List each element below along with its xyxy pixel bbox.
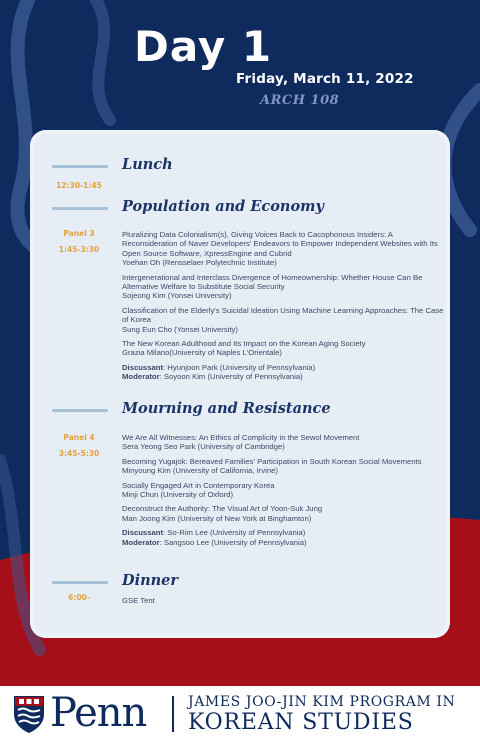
talk-item <box>122 433 444 452</box>
dinner-location: GSE Tent <box>122 596 155 605</box>
moderator <box>122 538 444 547</box>
penn-shield-icon <box>12 694 46 734</box>
event-date: Friday, March 11, 2022 <box>236 71 414 87</box>
talk-item <box>122 273 444 301</box>
talk-title: Deconstruct the Authority: The Visual Art of Yoon-Suk Jung <box>122 504 323 514</box>
talk-title: Pluralizing Data Colonialism(s), Giving Voices Back to Cacophonous Insiders: A Reconsideration of Naver Developers' Endeavors to Empower Independent Websites with Its Open Source Software, XpressEngine and Cubrid <box>122 230 438 258</box>
talk-list <box>122 230 444 387</box>
section-divider <box>52 207 108 210</box>
program-name-line1: JAMES JOO-JIN KIM PROGRAM IN <box>188 694 456 710</box>
talk-title: Becoming Yugajok: Bereaved Families' Participation in South Korean Social Movements <box>122 456 422 466</box>
moderator-label: Moderator <box>122 372 160 382</box>
penn-logo: Penn <box>50 690 147 736</box>
section-time: 3:45-5:30 <box>58 449 100 458</box>
talk-author: Sung Eun Cho (Yonsei University) <box>122 324 238 334</box>
section-divider <box>52 409 108 412</box>
talk-list <box>122 433 444 552</box>
header <box>0 0 480 130</box>
talk-author: Sojeong Kim (Yonsei University) <box>122 291 232 301</box>
room-label: ARCH 108 <box>260 93 340 108</box>
talk-title: Socially Engaged Art in Contemporary Korea <box>122 480 275 490</box>
moderator-name: : Soyoon Kim (University of Pennsylvania) <box>159 372 303 382</box>
talk-author: Man Joong Kim (University of New York at Binghamton) <box>122 513 312 523</box>
section-time: 12:30-1:45 <box>56 181 102 190</box>
talk-title: Classification of the Elderly's Suicidal Ideation Using Machine Learning Approaches: The Case of Korea <box>122 305 444 325</box>
talk-item <box>122 481 444 500</box>
section-title: Lunch <box>122 156 173 173</box>
section-title: Dinner <box>122 572 179 589</box>
discussant <box>122 528 444 537</box>
talk-item <box>122 306 444 334</box>
program-name-line2: KOREAN STUDIES <box>188 710 414 735</box>
schedule-card <box>30 130 450 638</box>
talk-item <box>122 230 444 268</box>
day-title: Day 1 <box>134 22 273 71</box>
footer <box>0 686 480 742</box>
section-time: 6:00- <box>68 593 90 602</box>
moderator-name: : Sangsoo Lee (University of Pennsylvania) <box>159 537 307 547</box>
discussant-label: Discussant <box>122 528 164 538</box>
section-divider <box>52 165 108 168</box>
section-divider <box>52 581 108 584</box>
moderator-label: Moderator <box>122 537 160 547</box>
section-time: 1:45-3:30 <box>58 245 100 254</box>
section-title: Mourning and Resistance <box>122 400 331 417</box>
talk-title: The New Korean Adulthood and Its Impact on the Korean Aging Society <box>122 339 366 349</box>
discussant <box>122 363 444 372</box>
talk-item <box>122 457 444 476</box>
panel-label: Panel 3 <box>63 229 95 238</box>
talk-item <box>122 339 444 358</box>
talk-author: Yoehan Oh (Rensselaer Polytechnic Institute) <box>122 258 277 268</box>
moderator <box>122 372 444 381</box>
footer-divider <box>172 696 174 732</box>
talk-item <box>122 504 444 523</box>
panel-roles <box>122 363 444 382</box>
panel-roles <box>122 528 444 547</box>
discussant-name: : So-Rim Lee (University of Pennsylvania) <box>163 528 306 538</box>
talk-author: Minji Chun (University of Oxford) <box>122 490 234 500</box>
talk-author: Grazia Milano(University of Naples L'Orientale) <box>122 348 282 358</box>
discussant-name: : Hyunjoon Park (University of Pennsylvania) <box>163 362 316 372</box>
talk-author: Sera Yeong Seo Park (University of Cambridge) <box>122 442 285 452</box>
section-title: Population and Economy <box>122 198 324 215</box>
discussant-label: Discussant <box>122 362 164 372</box>
talk-title: We Are All Witnesses: An Ethics of Complicity in the Sewol Movement <box>122 433 360 442</box>
talk-title: Intergenerational and Interclass Divergence of Homeownership: Whether House Can Be Alternative Welfare to Substitute Social Security <box>122 272 423 292</box>
panel-label: Panel 4 <box>63 433 95 442</box>
talk-author: Minyoung Kim (University of California, Irvine) <box>122 466 278 476</box>
